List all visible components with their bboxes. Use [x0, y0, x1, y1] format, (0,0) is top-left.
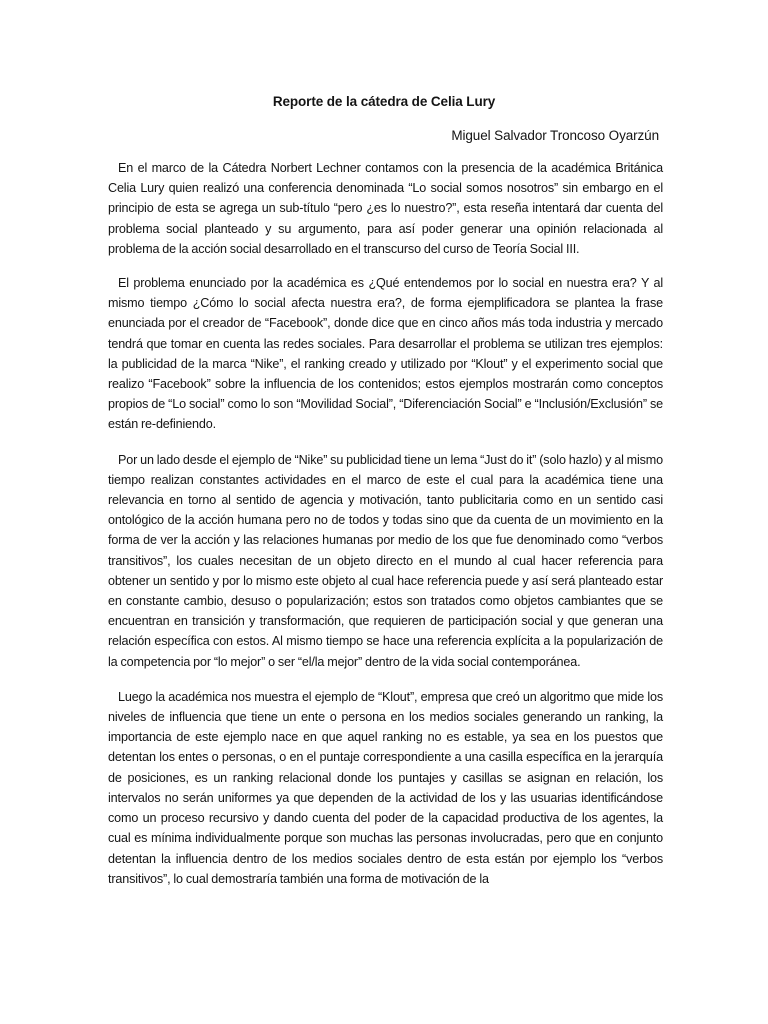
paragraph: El problema enunciado por la académica es ¿Qué entendemos por lo social en nuestra era? Y al mismo tiempo ¿Cómo lo social afecta nuestra era?, de forma ejemplificadora se plantea la frase enunciada por el creador de “Facebook”, donde dice que en cinco años más toda industria y mercado tendrá que tomar en cuenta las redes sociales. Para desarrollar el problema se utilizan tres ejemplos: la publicidad de la marca “Nike”, el ranking creado y utilizado por “Klout” y el experimento social que realizo “Facebook” sobre la influencia de los contenidos; estos ejemplos mostrarán como conceptos propios de “Lo social” como lo son “Movilidad Social”, “Diferenciación Social” e “Inclusión/Exclusión” se están re-definiendo. [108, 276, 663, 432]
paragraph: Luego la académica nos muestra el ejemplo de “Klout”, empresa que creó un algoritmo que mide los niveles de influencia que tiene un ente o persona en los medios sociales generando un ranking, la importancia de este ejemplo nace en que aquel ranking no es estable, ya sea en los puestos que detentan los entes o personas, o en el puntaje correspondiente a una casilla específica en la jerarquía de posiciones, es un ranking relacional donde los puntajes y casillas se asignan en relación, los intervalos no serán uniformes ya que dependen de la actividad de los y las usuarias identificándose como un proceso recursivo y dando cuenta del poder de la capacidad productiva de los agentes, la cual es mínima individualmente porque son muchas las personas involucradas, pero que en conjunto detentan la influencia dentro de los medios sociales dentro de esta están por ejemplo los “verbos transitivos”, lo cual demostraría también una forma de motivación de la [108, 689, 663, 886]
paragraph: Por un lado desde el ejemplo de “Nike” su publicidad tiene un lema “Just do it” (solo hazlo) y al mismo tiempo realizan constantes actividades en el marco de este el cual para la académica tiene una relevancia en torno al sentido de agencia y motivación, tanto publicitaria como en un sentido casi ontológico de la acción humana pero no de todos y todas sino que da cuenta de un movimiento en la forma de ver la acción y las relaciones humanas por medio de los que fue denominado como “verbos transitivos”, los cuales necesitan de un objeto directo en el mundo al cual hacer referencia para obtener un sentido y por lo mismo este objeto al cual hace referencia puede y así será planteado estar en constante cambio, desuso o popularización; estos son tratados como objetos cambiantes que se encuentran en transición y transformación, que requieren de participación social y que generan una relación específica con estos. Al mismo tiempo se hace una referencia explícita a la popularización de la competencia por “lo mejor” o ser “el/la mejor” dentro de la vida social contemporánea. [108, 452, 663, 669]
document-author: Miguel Salvador Troncoso Oyarzún [451, 128, 659, 143]
paragraph: En el marco de la Cátedra Norbert Lechner contamos con la presencia de la académica Británica Celia Lury quien realizó una conferencia denominada “Lo social somos nosotros” sin embargo en el principio de esta se agrega un sub-título “pero ¿es lo nuestro?”, esta reseña intentará dar cuenta del problema social planteado y su argumento, para así poder generar una opinión relacionada al problema de la acción social desarrollado en el transcurso del curso de Teoría Social III. [108, 161, 663, 256]
document-title: Reporte de la cátedra de Celia Lury [272, 94, 496, 109]
document-body [108, 158, 663, 903]
